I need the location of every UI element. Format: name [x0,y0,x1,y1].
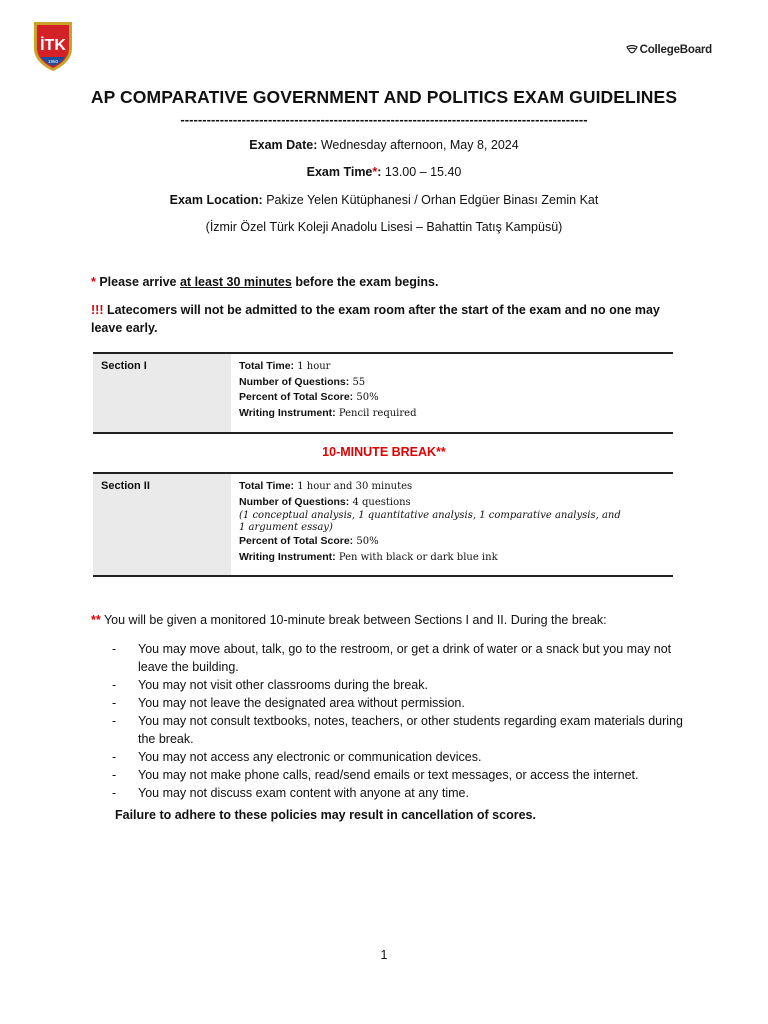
section-2-details: Total Time: 1 hour and 30 minutes Number of Questions: 4 questions (1 conceptual analysis, 1 quantitative analysis, 1 comparative analysis, and 1 argument essay) Percent of Total Score: 50% Writing Instrument: Pen with black or dark blue ink [239,480,621,563]
page-title: AP COMPARATIVE GOVERNMENT AND POLITICS EXAM GUIDELINES [90,87,678,107]
acorn-icon [626,44,638,56]
break-rules-list [110,640,690,802]
section-1-details: Total Time: 1 hour Number of Questions: 55 Percent of Total Score: 50% Writing Instrument: Pencil required [239,360,417,419]
break-heading: 10-MINUTE BREAK** [322,445,446,459]
page-number: 1 [380,948,388,962]
section-2-name: Section II [93,474,231,575]
section-2-table [93,472,673,577]
arrival-note: * Please arrive at least 30 minutes before the exam begins. [91,275,439,289]
list-item: - You may move about, talk, go to the restroom, or get a drink of water or a snack but you may not leave the building. [112,642,672,674]
list-item: - You may not make phone calls, read/send emails or text messages, or access the internet. [112,768,639,782]
list-item: - You may not visit other classrooms during the break. [112,678,428,692]
break-intro: ** You will be given a monitored 10-minute break between Sections I and II. During the break: [91,613,607,627]
list-item: - You may not leave the designated area without permission. [112,696,465,710]
title-divider: --------------------------------------------------------------------------------------------- [180,112,588,127]
failure-warning: Failure to adhere to these policies may result in cancellation of scores. [115,808,536,822]
collegeboard-logo [626,44,712,56]
exam-campus: (İzmir Özel Türk Koleji Anadolu Lisesi – Bahattin Tatış Kampüsü) [205,220,563,234]
latecomers-note: !!! Latecomers will not be admitted to the exam room after the start of the exam and no one may leave early. [91,303,660,335]
exam-date: Exam Date: Wednesday afternoon, May 8, 2024 [249,138,519,152]
exam-location: Exam Location: Pakize Yelen Kütüphanesi / Orhan Edgüer Binası Zemin Kat [169,193,599,207]
list-item: - You may not discuss exam content with anyone at any time. [112,786,469,800]
list-item: - You may not consult textbooks, notes, teachers, or other students regarding exam materials during the break. [112,714,683,746]
logo-text: İTK [40,37,66,54]
section-1-name: Section I [93,354,231,432]
collegeboard-text: CollegeBoard [639,44,712,56]
exam-time: Exam Time*: 13.00 – 15.40 [306,165,462,179]
section-1-table [93,352,673,434]
school-logo-icon [32,20,74,72]
list-item: - You may not access any electronic or communication devices. [112,750,482,764]
logo-year: 1950 [47,59,59,64]
